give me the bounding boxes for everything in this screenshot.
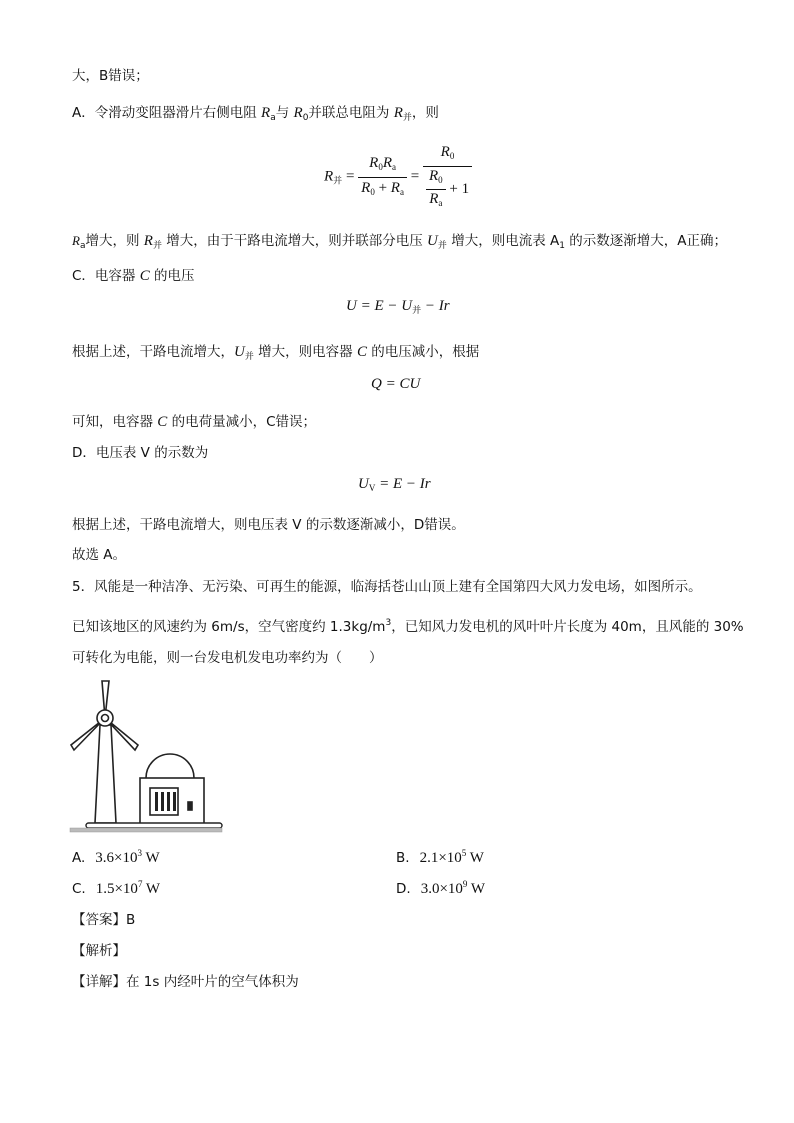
option-d[interactable]: D. $3.0\times 10^9$ W (396, 879, 486, 897)
text-line: 可知，电容器 C 的电荷量减小，C错误； (72, 414, 317, 430)
text-line: 根据上述，干路电流增大，则电压表 V 的示数逐渐减小，D错误。 (72, 517, 465, 533)
equation-charge: Q = CU (371, 376, 421, 392)
text-line: C．电容器 C 的电压 (72, 268, 195, 284)
text-line: D．电压表 V 的示数为 (72, 445, 209, 461)
question-text: 可转化为电能，则一台发电机发电功率约为（ ） (72, 650, 383, 666)
option-a[interactable]: A. $3.6\times 10^3$ W (72, 848, 160, 866)
fraction: $\frac{R_0R_a}{R_0 + R_a}$ (358, 153, 407, 202)
option-b[interactable]: B. $2.1\times 10^5$ W (396, 848, 484, 866)
answer-label: 【答案】B (72, 912, 136, 928)
wind-turbine-figure (68, 678, 228, 838)
fraction: $R_0$ $\frac{R_0}{R_a}$ + 1 (423, 142, 472, 212)
text-line: 根据上述，干路电流增大，$U_并$ 增大，则电容器 C 的电压减小，根据 (72, 344, 480, 362)
text-line: 故选 A。 (72, 547, 127, 563)
analysis-label: 【解析】 (72, 943, 126, 959)
equation-capacitor-voltage: $U = E - U_并 - Ir$ (346, 298, 450, 315)
option-c[interactable]: C. $1.5\times 10^7$ W (72, 879, 161, 897)
text-line: 大，B错误； (72, 68, 149, 84)
text-line: $R_a$增大，则 $R_并$ 增大，由于干路电流增大，则并联部分电压 $U_并$ 增大，则电流表 $A_1$ 的示数逐渐增大，A正确； (72, 233, 727, 251)
question-text: 5．风能是一种洁净、无污染、可再生的能源，临海括苍山山顶上建有全国第四大风力发电场，如图所示。 (72, 579, 702, 595)
text-line: A．令滑动变阻器滑片右侧电阻 $R_a$与 $R_0$并联总电阻为 $R_并$，则 (72, 105, 439, 123)
equation-parallel-resistance: $R_并$ = $\frac{R_0R_a}{R_0 + R_a}$ = $R_0$ $\frac{R_0}{R_a}$ + 1 (324, 142, 472, 212)
question-text: 已知该地区的风速约为 6m/s，空气密度约 $1.3kg/m^3$，已知风力发电机的风叶叶片长度为 40m，且风能的 30% (72, 618, 744, 635)
equation-voltmeter: $U_V = E - Ir$ (358, 476, 431, 493)
detail-label: 【详解】在 1s 内经叶片的空气体积为 (72, 974, 299, 990)
